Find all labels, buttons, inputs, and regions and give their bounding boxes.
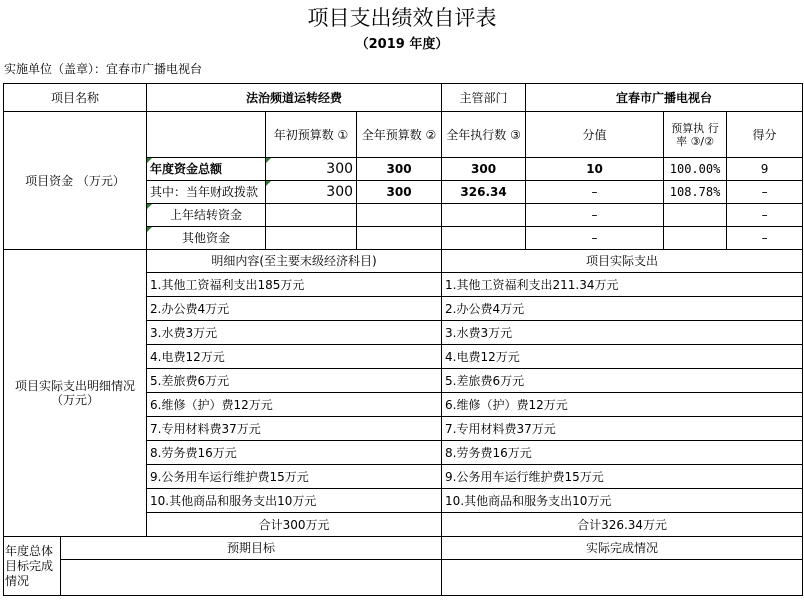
cell-initial[interactable] bbox=[266, 204, 357, 227]
details-right-total[interactable]: 合计326.34万元 bbox=[442, 513, 803, 537]
funds-row-label: 项目资金 （万元） bbox=[4, 112, 147, 250]
funds-row-label-total: 年度资金总额 bbox=[147, 158, 266, 181]
detail-right[interactable]: 8.劳务费16万元 bbox=[442, 441, 803, 465]
page-title: 项目支出绩效自评表 bbox=[307, 6, 497, 30]
header-initial-budget: 年初预算数 ① bbox=[266, 112, 357, 158]
dept-label: 主管部门 bbox=[442, 84, 526, 112]
goals-expected-header: 预期目标 bbox=[61, 537, 442, 560]
cell-initial[interactable]: 300 bbox=[266, 158, 357, 181]
header-score-weight: 分值 bbox=[526, 112, 664, 158]
detail-left[interactable]: 8.劳务费16万元 bbox=[147, 441, 442, 465]
cell-rate[interactable]: 108.78% bbox=[664, 181, 727, 204]
cell-rate[interactable]: 100.00% bbox=[664, 158, 727, 181]
cell-score-weight[interactable]: – bbox=[526, 204, 664, 227]
goals-expected-content[interactable] bbox=[61, 560, 442, 596]
details-header-row bbox=[4, 250, 803, 273]
goals-actual-header: 实际完成情况 bbox=[442, 537, 803, 560]
cell-executed[interactable] bbox=[442, 204, 526, 227]
cell-full-year[interactable]: 300 bbox=[357, 158, 442, 181]
goals-actual-content[interactable] bbox=[442, 560, 803, 596]
implementing-unit: 实施单位（盖章）：宜春市广播电视台 bbox=[4, 62, 203, 76]
project-name-label: 项目名称 bbox=[4, 84, 147, 112]
detail-right[interactable]: 4.电费12万元 bbox=[442, 345, 803, 369]
detail-left[interactable]: 10.其他商品和服务支出10万元 bbox=[147, 489, 442, 513]
goals-row-label: 年度总体 目标完成 情况 bbox=[4, 537, 61, 596]
cell-score-weight[interactable]: 10 bbox=[526, 158, 664, 181]
dept-value[interactable]: 宜春市广播电视台 bbox=[526, 84, 803, 112]
goals-content-row bbox=[4, 560, 803, 596]
detail-right[interactable]: 9.公务用车运行维护费15万元 bbox=[442, 465, 803, 489]
header-execution-rate: 预算执 行率 ③/② bbox=[664, 112, 727, 158]
detail-right[interactable]: 6.维修（护）费12万元 bbox=[442, 393, 803, 417]
goals-header-row bbox=[4, 537, 803, 560]
detail-left[interactable]: 7.专用材料费37万元 bbox=[147, 417, 442, 441]
cell-executed[interactable]: 326.34 bbox=[442, 181, 526, 204]
cell-full-year[interactable] bbox=[357, 227, 442, 250]
cell-initial[interactable] bbox=[266, 227, 357, 250]
funds-header-row bbox=[4, 112, 803, 158]
detail-left[interactable]: 9.公务用车运行维护费15万元 bbox=[147, 465, 442, 489]
detail-left[interactable]: 3.水费3万元 bbox=[147, 321, 442, 345]
detail-left[interactable]: 2.办公费4万元 bbox=[147, 297, 442, 321]
detail-right[interactable]: 7.专用材料费37万元 bbox=[442, 417, 803, 441]
cell-rate[interactable] bbox=[664, 227, 727, 250]
funds-row-label-carryover: 上年结转资金 bbox=[147, 204, 266, 227]
details-left-header: 明细内容(至主要末级经济科目) bbox=[147, 250, 442, 273]
evaluation-table bbox=[3, 83, 803, 596]
detail-left[interactable]: 5.差旅费6万元 bbox=[147, 369, 442, 393]
details-right-header: 项目实际支出 bbox=[442, 250, 803, 273]
funds-header-blank bbox=[147, 112, 266, 158]
detail-right[interactable]: 2.办公费4万元 bbox=[442, 297, 803, 321]
header-score: 得分 bbox=[727, 112, 803, 158]
cell-score[interactable]: – bbox=[727, 204, 803, 227]
detail-left[interactable]: 4.电费12万元 bbox=[147, 345, 442, 369]
detail-right[interactable]: 3.水费3万元 bbox=[442, 321, 803, 345]
header-full-year-budget: 全年预算数 ② bbox=[357, 112, 442, 158]
details-left-total[interactable]: 合计300万元 bbox=[147, 513, 442, 537]
funds-row-label-fiscal: 其中：当年财政拨款 bbox=[147, 181, 266, 204]
detail-left[interactable]: 1.其他工资福利支出185万元 bbox=[147, 273, 442, 297]
details-row-label: 项目实际支出明细情况 （万元） bbox=[4, 250, 147, 537]
detail-right[interactable]: 10.其他商品和服务支出10万元 bbox=[442, 489, 803, 513]
cell-score[interactable]: – bbox=[727, 181, 803, 204]
header-executed: 全年执行数 ③ bbox=[442, 112, 526, 158]
detail-right[interactable]: 5.差旅费6万元 bbox=[442, 369, 803, 393]
cell-full-year[interactable]: 300 bbox=[357, 181, 442, 204]
cell-score-weight[interactable]: – bbox=[526, 181, 664, 204]
cell-score[interactable]: 9 bbox=[727, 158, 803, 181]
project-name-value[interactable]: 法治频道运转经费 bbox=[147, 84, 442, 112]
project-row bbox=[4, 84, 803, 112]
cell-executed[interactable] bbox=[442, 227, 526, 250]
cell-score[interactable]: – bbox=[727, 227, 803, 250]
funds-row-label-other: 其他资金 bbox=[147, 227, 266, 250]
detail-left[interactable]: 6.维修（护）费12万元 bbox=[147, 393, 442, 417]
cell-full-year[interactable] bbox=[357, 204, 442, 227]
cell-rate[interactable] bbox=[664, 204, 727, 227]
cell-executed[interactable]: 300 bbox=[442, 158, 526, 181]
detail-right[interactable]: 1.其他工资福利支出211.34万元 bbox=[442, 273, 803, 297]
cell-initial[interactable]: 300 bbox=[266, 181, 357, 204]
report-year: （2019 年度） bbox=[355, 37, 449, 52]
cell-score-weight[interactable]: – bbox=[526, 227, 664, 250]
